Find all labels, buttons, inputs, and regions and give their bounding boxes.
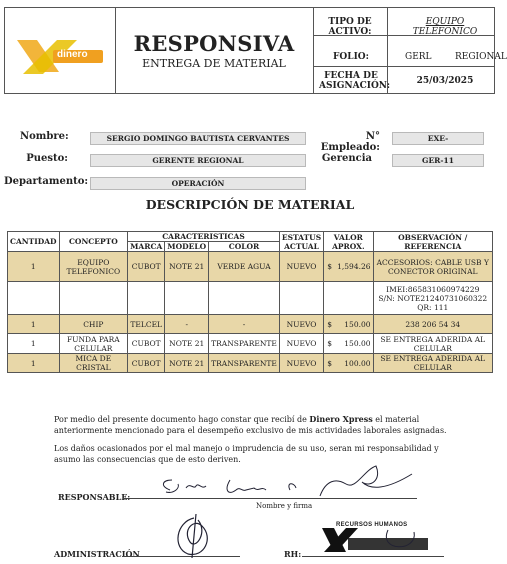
tipo-label: TIPO DE ACTIVO: (328, 17, 372, 37)
document-subtitle: ENTREGA DE MATERIAL (142, 57, 286, 70)
header-marca: MARCA (128, 242, 165, 252)
document-header (4, 7, 507, 94)
responsable-label: RESPONSABLE: (58, 492, 131, 502)
table-row: IMEI:865831060974229 S/N: NOTE21240731060322 QR: 111 (8, 282, 493, 315)
table-row: 1 FUNDA PARA CELULAR CUBOT NOTE 21 TRANSPARENTE NUEVO $ 150.00 SE ENTREGA ADERIDA AL CELULAR (8, 334, 493, 354)
nombre-label: Nombre: (20, 131, 69, 142)
num-empleado-field: EXE- (392, 132, 484, 145)
table-row: 1 CHIP TELCEL - - NUEVO $ 150.00 238 206 54 34 (8, 315, 493, 334)
puesto-label: Puesto: (26, 153, 68, 164)
rh-stamp-text: RECURSOS HUMANOS (336, 522, 408, 528)
header-cantidad: CANTIDAD (8, 232, 60, 252)
puesto-field: GERENTE REGIONAL (90, 154, 306, 167)
logo-text: dinero (57, 49, 88, 60)
nombre-field: SERGIO DOMINGO BAUTISTA CERVANTES (90, 132, 306, 145)
tipo-value: EQUIPO TELEFONICO (412, 17, 478, 37)
header-concepto: CONCEPTO (59, 232, 128, 252)
folio-label: FOLIO: (333, 52, 369, 62)
table-row: 1 EQUIPO TELEFONICO CUBOT NOTE 21 VERDE AGUA NUEVO $ 1,594.26 ACCESORIOS: CABLE USB Y CONECTOR ORIGINAL (8, 252, 493, 282)
fecha-value: 25/03/2025 (416, 76, 474, 86)
header-modelo: MODELO (165, 242, 209, 252)
declaration-paragraph: Por medio del presente documento hago constar que recibí de Dinero Xpress el material anteriormente mencionado para el desempeño exclusivo de mis actividades laborales asignadas. (54, 414, 447, 435)
header-caracteristicas: CARACTERISTICAS (128, 232, 280, 242)
title-cell (115, 8, 314, 93)
departamento-field: OPERACIÓN (90, 177, 306, 190)
rh-stamp (318, 522, 438, 558)
num-empleado-label: N° Empleado: (320, 131, 380, 153)
logo-cell (5, 8, 116, 93)
administracion-label: ADMINISTRACIÓN (54, 549, 140, 559)
document-title: RESPONSIVA (133, 31, 295, 56)
nombre-firma-caption: Nombre y firma (256, 502, 313, 510)
fecha-label: FECHA DE ASIGNACIÓN: (319, 71, 391, 91)
table-row: 1 MICA DE CRISTAL CUBOT NOTE 21 TRANSPARENTE NUEVO $ 100.00 SE ENTREGA ADERIDA AL CELULAR (8, 354, 493, 373)
section-title: DESCRIPCIÓN DE MATERIAL (145, 197, 355, 212)
header-color: COLOR (209, 242, 280, 252)
departamento-label: Departamento: (4, 176, 89, 187)
gerencia-label: Gerencia (321, 153, 372, 164)
header-observacion: OBSERVACIÓN / REFERENCIA (373, 232, 492, 252)
folio-value-1: GERL (405, 52, 432, 62)
header-estatus: ESTATUS ACTUAL (279, 232, 323, 252)
rh-label: RH: (284, 549, 302, 559)
responsable-signature-icon (150, 460, 420, 508)
liability-paragraph: Los daños ocasionados por el mal manejo o imprudencia de su uso, seran mi responsabilidad y asumo las consecuencias que de esto deriven. (54, 444, 439, 464)
header-valor: VALOR APROX. (324, 232, 373, 252)
material-table (7, 231, 493, 373)
administracion-signature-icon (168, 512, 220, 560)
gerencia-field: GER-11 (392, 154, 484, 167)
folio-value-2: REGIONAL (455, 52, 507, 62)
